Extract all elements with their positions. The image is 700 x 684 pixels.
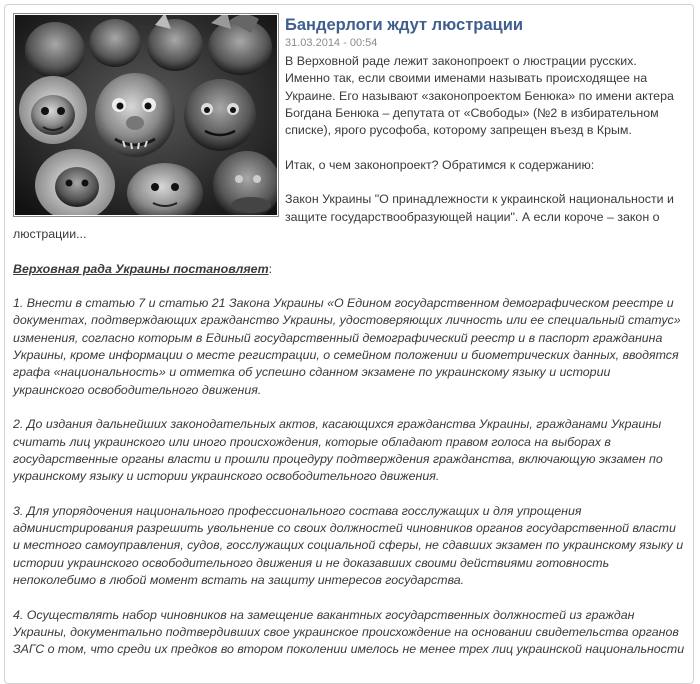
law-item-1: 1. Внести в статью 7 и статью 21 Закона Украины «О Едином государственном демографическом реестре и документах, подтверждающих гражданство Украины, удостоверяющих личность или ее специальный статус» изменения, согласно которым в Единый государственный демографический реестр и в паспорт гражданина Украины, кроме информации о месте регистрации, о семейном положении и биометрических данных, вводятся графа «национальность» и отметка об успешно сданном экзамене по украинскому языку и истории украинского освободительного движения. xyxy=(13,296,681,397)
article-paragraph-2: Итак, о чем законопроект? Обратимся к содержанию: xyxy=(285,157,595,172)
goblin-puppets-photo xyxy=(15,15,277,215)
law-item-2: 2. До издания дальнейших законодательных актов, касающихся гражданства Украины, гражданами Украины считать лиц украинского или иного происхождения, которые обладают правом голоса на выборах в государственные органы власти и прошли процедуру подтверждения гражданства, включающую экзамен по украинскому языку и истории украинского освободительного движения. xyxy=(13,417,663,484)
article-title[interactable]: Бандерлоги ждут люстрации xyxy=(285,16,523,34)
article-paragraph-3: Закон Украины "О принадлежности к украинской национальности и защите государствообразующей нации". А если короче – закон о люстрации... xyxy=(13,192,674,241)
article-card xyxy=(4,4,694,684)
article xyxy=(13,11,685,676)
law-item-3: 3. Для упорядочения национального профессионального состава госслужащих и для упрощения администрирования разрешить увольнение со своих должностей чиновников органов государственной власти и местного самоуправления, судов, госслужащих социальной сферы, не сдавших экзамен по украинскому языку и истории украинского освободительного движения и не доказавших своими действиями готовность непоколебимо в любой момент встать на защиту интересов государства. xyxy=(13,503,684,587)
article-image[interactable] xyxy=(13,13,279,217)
resolution-heading: Верховная рада Украины постановляет xyxy=(13,261,269,276)
article-paragraph-1: В Верховной раде лежит законопроект о люстрации русских. Именно так, если своими именами называть происходящее на Украине. Его называют «законопроектом Бенюка» по имени актера Богдана Бенюка – депутата от «Свободы» (№2 в избирательном списке), ярого русофоба, которому запрещен въезд в Крым. xyxy=(285,54,674,138)
article-date: 31.03.2014 - 00:54 xyxy=(285,37,378,49)
resolution-heading-line xyxy=(13,261,685,278)
resolution-colon: : xyxy=(268,261,273,276)
law-item-4: 4. Осуществлять набор чиновников на замещение вакантных государственных должностей из граждан Украины, документально подтвердивших свое украинское происхождение на основании свидетельства органов ЗАГС о том, что среди их предков во втором поколении имелось не менее трех лиц украинской национальности xyxy=(13,607,685,657)
